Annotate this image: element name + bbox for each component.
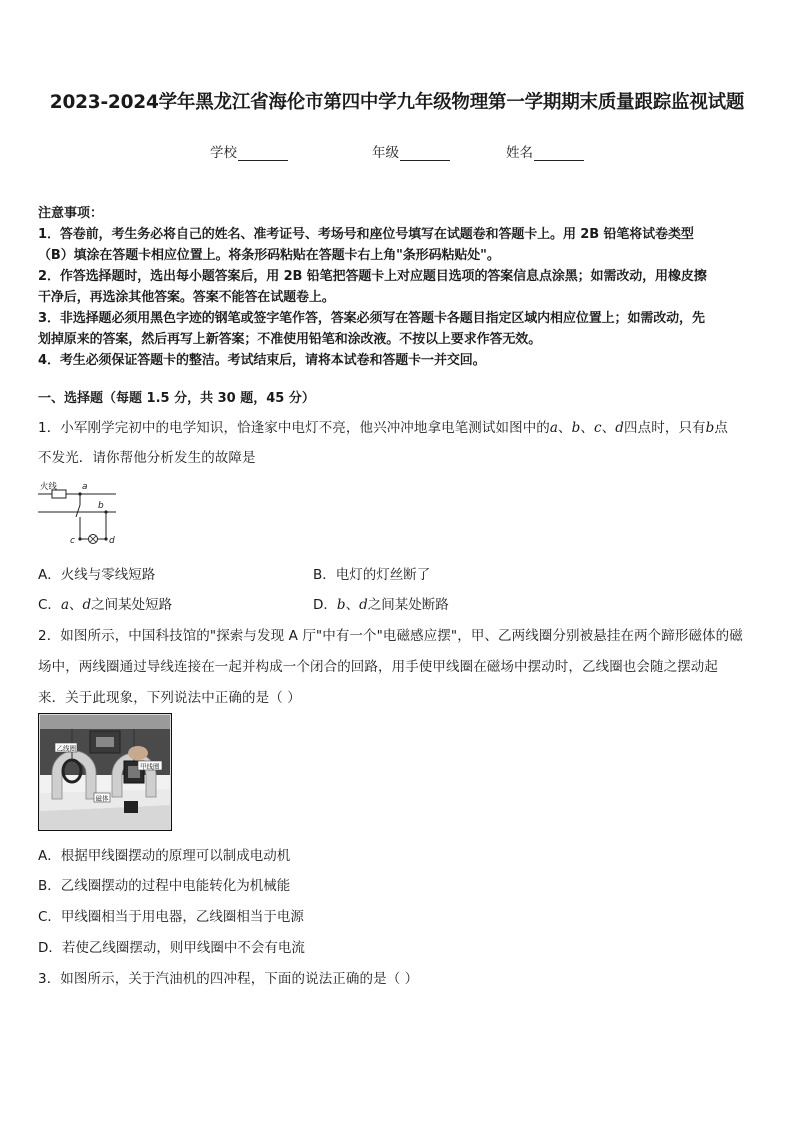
label-coil-yi: 乙线圈 [56, 744, 76, 753]
switch-symbol [76, 505, 80, 517]
notice-line: 3．非选择题必须用黑色字迹的钢笔或签字笔作答，答案必须写在答题卡各题目指定区域内相应位置上；如需改动，先 [38, 311, 705, 326]
question-2-text: 2．如图所示，中国科技馆的"探索与发现 A 厅"中有一个"电磁感应摆"，甲、乙两线圈分别被悬挂在两个蹄形磁体的磁 [38, 628, 743, 644]
q2-option-b[interactable]: B．乙线圈摆动的过程中电能转化为机械能 [38, 878, 291, 894]
q2-option-c[interactable]: C．甲线圈相当于用电器，乙线圈相当于电源 [38, 909, 304, 925]
question-3-text: 3．如图所示，关于汽油机的四冲程，下面的说法正确的是（ ） [38, 971, 419, 987]
q1-option-a[interactable]: A．火线与零线短路 [38, 567, 156, 583]
question-2-text: 来．关于此现象，下列说法中正确的是（ ） [38, 690, 301, 706]
grade-field [372, 141, 450, 161]
notice-heading: 注意事项： [38, 206, 104, 221]
point-a-label: a [82, 482, 88, 492]
q2-option-d[interactable]: D．若使乙线圈摆动，则甲线圈中不会有电流 [38, 940, 305, 956]
school-field [210, 141, 288, 161]
notice-line: （B）填涂在答题卡相应位置上。将条形码粘贴在答题卡右上角"条形码粘贴处"。 [38, 248, 500, 263]
q1-sep: 、 [558, 420, 572, 436]
q1-option-d[interactable]: D．b、d之间某处断路 [313, 597, 449, 613]
live-wire-label: 火线 [40, 482, 58, 492]
name-field [506, 141, 584, 161]
q1-point-b: b [571, 420, 581, 436]
notice-line: 划掉原来的答案，然后再写上新答案；不准使用铅笔和涂改液。不按以上要求作答无效。 [38, 332, 542, 347]
q1-text-post: 点 [714, 420, 729, 436]
notice-line: 干净后，再选涂其他答案。答案不能答在试题卷上。 [38, 290, 335, 305]
q1-point-b: b [705, 420, 715, 436]
question-2-text: 场中，两线圈通过导线连接在一起并构成一个闭合的回路，用手使甲线圈在磁场中摆动时，乙线圈也会随之摆动起 [38, 659, 718, 675]
notice-line: 1．答卷前，考生务必将自己的姓名、准考证号、考场号和座位号填写在试题卷和答题卡上。用 2B 铅笔将试卷类型 [38, 227, 694, 242]
q1-text-mid: 四点时，只有 [624, 420, 706, 436]
label-coil-jia: 甲线圈 [140, 762, 160, 771]
q1-option-b[interactable]: B．电灯的灯丝断了 [313, 567, 431, 583]
point-b-label: b [98, 501, 104, 511]
name-blank [534, 146, 584, 161]
q1-sep: 、 [580, 420, 595, 436]
q1-point-a: a [549, 420, 559, 436]
point-c-label: c [70, 536, 75, 546]
school-blank [238, 146, 288, 161]
q2-option-a[interactable]: A．根据甲线圈摆动的原理可以制成电动机 [38, 848, 291, 864]
grade-label: 年级 [372, 145, 399, 161]
question-1-text [38, 416, 728, 436]
notice-line: 2．作答选择题时，选出每小题答案后，用 2B 铅笔把答题卡上对应题目选项的答案信息点涂黑；如需改动，用橡皮擦 [38, 269, 707, 284]
q1-option-c[interactable]: C．a、d之间某处短路 [38, 597, 173, 613]
q1-sep: 、 [601, 420, 616, 436]
question-1-text-line2: 不发光．请你帮他分析发生的故障是 [38, 450, 256, 466]
section-heading: 一、选择题（每题 1.5 分，共 30 题，45 分） [38, 391, 315, 406]
q1-point-d: d [615, 420, 625, 436]
name-label: 姓名 [506, 145, 533, 161]
grade-blank [400, 146, 450, 161]
q1-point-c: c [594, 420, 602, 436]
school-label: 学校 [210, 145, 237, 161]
pendulum-photo [38, 713, 172, 831]
page-title: 2023-2024学年黑龙江省海伦市第四中学九年级物理第一学期期末质量跟踪监视试题 [49, 92, 745, 113]
notice-line: 4．考生必须保证答题卡的整洁。考试结束后，请将本试卷和答题卡一并交回。 [38, 353, 486, 368]
circuit-diagram [36, 477, 120, 547]
label-magnet: 磁体 [95, 794, 109, 803]
q1-text-pre: 1．小军刚学完初中的电学知识，恰逢家中电灯不亮，他兴冲冲地拿电笔测试如图中的 [38, 420, 550, 436]
point-d-label: d [109, 536, 115, 546]
